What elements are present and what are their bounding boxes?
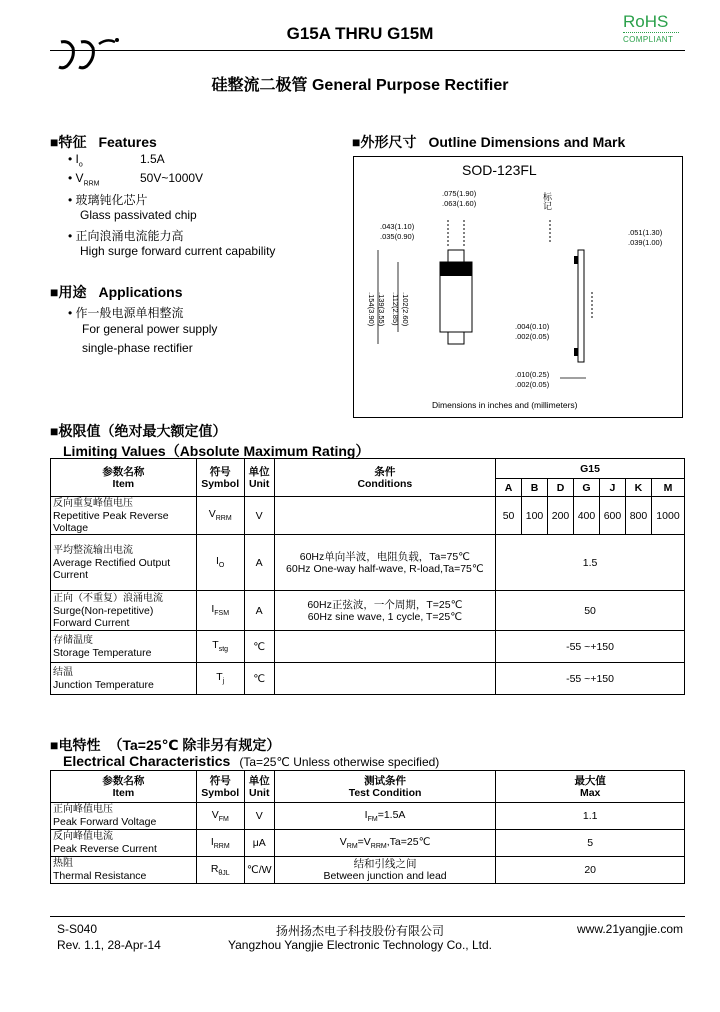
grade-d: D: [548, 479, 574, 497]
subtitle: 硅整流二极管 General Purpose Rectifier: [211, 77, 509, 94]
table-row: [51, 497, 685, 535]
value-cell: 1000: [651, 497, 684, 535]
symbol-cell: $V_{RRM}$: [196, 497, 244, 535]
application-zh: • 作一般电源单相整流: [68, 306, 184, 320]
outline-heading: ■外形尺寸 Outline Dimensions and Mark: [352, 134, 626, 150]
col-item: 参数名称 Item: [51, 771, 197, 803]
table-row: [51, 663, 685, 695]
dim-12: .039(1.00): [628, 238, 663, 247]
grade-k: K: [625, 479, 651, 497]
table-row: [51, 803, 685, 830]
mark-label: 标记: [542, 192, 552, 210]
col-group: G15: [496, 459, 685, 479]
symbol-cell: $V_{FM}$: [196, 803, 244, 830]
dim-1: .075(1.90): [442, 189, 477, 198]
item-cell: 正向（不重复）浪涌电流 Surge(Non-repetitive) Forward Current: [51, 591, 197, 631]
item-cell: 反向峰值电流 Peak Reverse Current: [51, 830, 197, 857]
symbol-cell: $T_j$: [196, 663, 244, 695]
package-name: SOD-123FL: [462, 162, 537, 178]
feature-surge-zh: • 正向浪涌电流能力高: [68, 229, 184, 243]
col-unit: 单位 Unit: [244, 459, 274, 497]
col-item: 参数名称 Item: [51, 459, 197, 497]
col-test-condition: 测试条件 Test Condition: [274, 771, 496, 803]
condition-cell: [274, 631, 495, 663]
unit-cell: V: [244, 497, 274, 535]
dim-4: .035(0.90): [380, 232, 415, 241]
value-cell: 50: [496, 497, 522, 535]
dim-5: .154(3.90): [367, 292, 376, 327]
grade-g: G: [574, 479, 600, 497]
dim-10: .002(0.05): [515, 332, 550, 341]
symbol-cell: $I_{FSM}$: [196, 591, 244, 631]
title-rule: [50, 50, 685, 51]
doc-code: S-S040: [57, 922, 98, 936]
item-cell: 热阻 Thermal Resistance: [51, 857, 197, 884]
item-cell: 正向峰值电压 Peak Forward Voltage: [51, 803, 197, 830]
features-heading: ■特征 Features: [50, 134, 157, 150]
dim-11: .051(1.30): [628, 228, 663, 237]
company-en: Yangzhou Yangjie Electronic Technology Co., Ltd.: [228, 938, 492, 952]
value-cell: -55 ~+150: [496, 663, 685, 695]
dim-2: .063(1.60): [442, 199, 477, 208]
application-en-1: For general power supply: [82, 322, 218, 336]
dim-3: .043(1.10): [380, 222, 415, 231]
footer-rule: [50, 916, 685, 917]
grade-j: J: [599, 479, 625, 497]
limits-table: [50, 458, 685, 695]
website-link[interactable]: www.21yangjie.com: [577, 922, 684, 936]
electrical-heading-zh: ■电特性 （Ta=25℃ 除非另有规定）: [50, 737, 281, 753]
feature-io: • $I_o$ 1.5A: [68, 152, 165, 169]
dim-6: .139(3.55): [377, 292, 386, 327]
table-row: [51, 631, 685, 663]
unit-cell: A: [244, 535, 274, 591]
dim-14: .002(0.05): [515, 380, 550, 389]
dim-7: .112(2.85): [391, 292, 400, 326]
value-cell: 400: [574, 497, 600, 535]
rohs-mark: RoHS: [623, 12, 669, 31]
value-cell: 200: [548, 497, 574, 535]
symbol-cell: $I_{RRM}$: [196, 830, 244, 857]
symbol-cell: $I_O$: [196, 535, 244, 591]
company-zh: 扬州扬杰电子科技股份有限公司: [275, 924, 444, 938]
col-symbol: 符号 Symbol: [196, 771, 244, 803]
grade-m: M: [651, 479, 684, 497]
value-cell: -55 ~+150: [496, 631, 685, 663]
application-en-2: single-phase rectifier: [82, 341, 193, 355]
item-cell: 结温 Junction Temperature: [51, 663, 197, 695]
item-cell: 平均整流输出电流 Average Rectified Output Current: [51, 535, 197, 591]
table-row: [51, 535, 685, 591]
condition-cell: $V_{RM}=V_{RRM},Ta=25℃$: [274, 830, 496, 857]
unit-cell: A: [244, 591, 274, 631]
grade-a: A: [496, 479, 522, 497]
col-unit: 单位 Unit: [244, 771, 274, 803]
limits-heading-en: Limiting Values（Absolute Maximum Rating）: [63, 443, 370, 459]
feature-chip-en: Glass passivated chip: [80, 208, 197, 222]
grade-b: B: [522, 479, 548, 497]
feature-surge-en: High surge forward current capability: [80, 244, 276, 258]
unit-cell: ℃: [244, 663, 274, 695]
rohs-underline: [623, 32, 679, 33]
col-max: 最大值 Max: [496, 771, 685, 803]
table-row: [51, 591, 685, 631]
table-row: [51, 830, 685, 857]
page-title: G15A THRU G15M: [286, 24, 434, 43]
unit-cell: μA: [244, 830, 274, 857]
max-cell: 1.1: [496, 803, 685, 830]
condition-cell: [274, 663, 495, 695]
dim-13: .010(0.25): [515, 370, 550, 379]
col-conditions: 条件 Conditions: [274, 459, 495, 497]
col-symbol: 符号 Symbol: [196, 459, 244, 497]
max-cell: 20: [496, 857, 685, 884]
symbol-cell: $R_{\theta JL}$: [196, 857, 244, 884]
value-cell: 50: [496, 591, 685, 631]
dimension-note: Dimensions in inches and (millimeters): [432, 400, 578, 410]
symbol-cell: $T_{stg}$: [196, 631, 244, 663]
value-cell: 1.5: [496, 535, 685, 591]
electrical-table: [50, 770, 685, 884]
condition-cell: 结和引线之间 Between junction and lead: [274, 857, 496, 884]
electrical-heading-en: Electrical Characteristics (Ta=25℃ Unless otherwise specified): [63, 753, 440, 769]
dim-9: .004(0.10): [515, 322, 550, 331]
value-cell: 800: [625, 497, 651, 535]
limits-heading-zh: ■极限值（绝对最大额定值）: [50, 423, 227, 439]
rohs-compliant: COMPLIANT: [623, 35, 674, 44]
value-cell: 100: [522, 497, 548, 535]
unit-cell: ℃: [244, 631, 274, 663]
dim-8: .102(2.60): [401, 292, 410, 327]
condition-cell: [274, 497, 495, 535]
package-drawing: [354, 180, 680, 400]
feature-vrrm: • $V_{RRM}$ 50V~1000V: [68, 171, 204, 188]
condition-cell: 60Hz正弦波，一个周期，T=25℃ 60Hz sine wave, 1 cycle, T=25℃: [274, 591, 495, 631]
item-cell: 存储温度 Storage Temperature: [51, 631, 197, 663]
unit-cell: V: [244, 803, 274, 830]
item-cell: 反向重复峰值电压 Repetitive Peak Reverse Voltage: [51, 497, 197, 535]
unit-cell: ℃/W: [244, 857, 274, 884]
table-row: [51, 857, 685, 884]
condition-cell: $I_{FM}=1.5A$: [274, 803, 496, 830]
condition-cell: 60Hz单向半波，电阻负载，Ta=75℃ 60Hz One-way half-wave, R-load,Ta=75℃: [274, 535, 495, 591]
feature-chip-zh: • 玻璃钝化芯片: [68, 193, 148, 207]
revision: Rev. 1.1, 28-Apr-14: [57, 938, 161, 952]
applications-heading: ■用途 Applications: [50, 284, 183, 300]
value-cell: 600: [599, 497, 625, 535]
max-cell: 5: [496, 830, 685, 857]
